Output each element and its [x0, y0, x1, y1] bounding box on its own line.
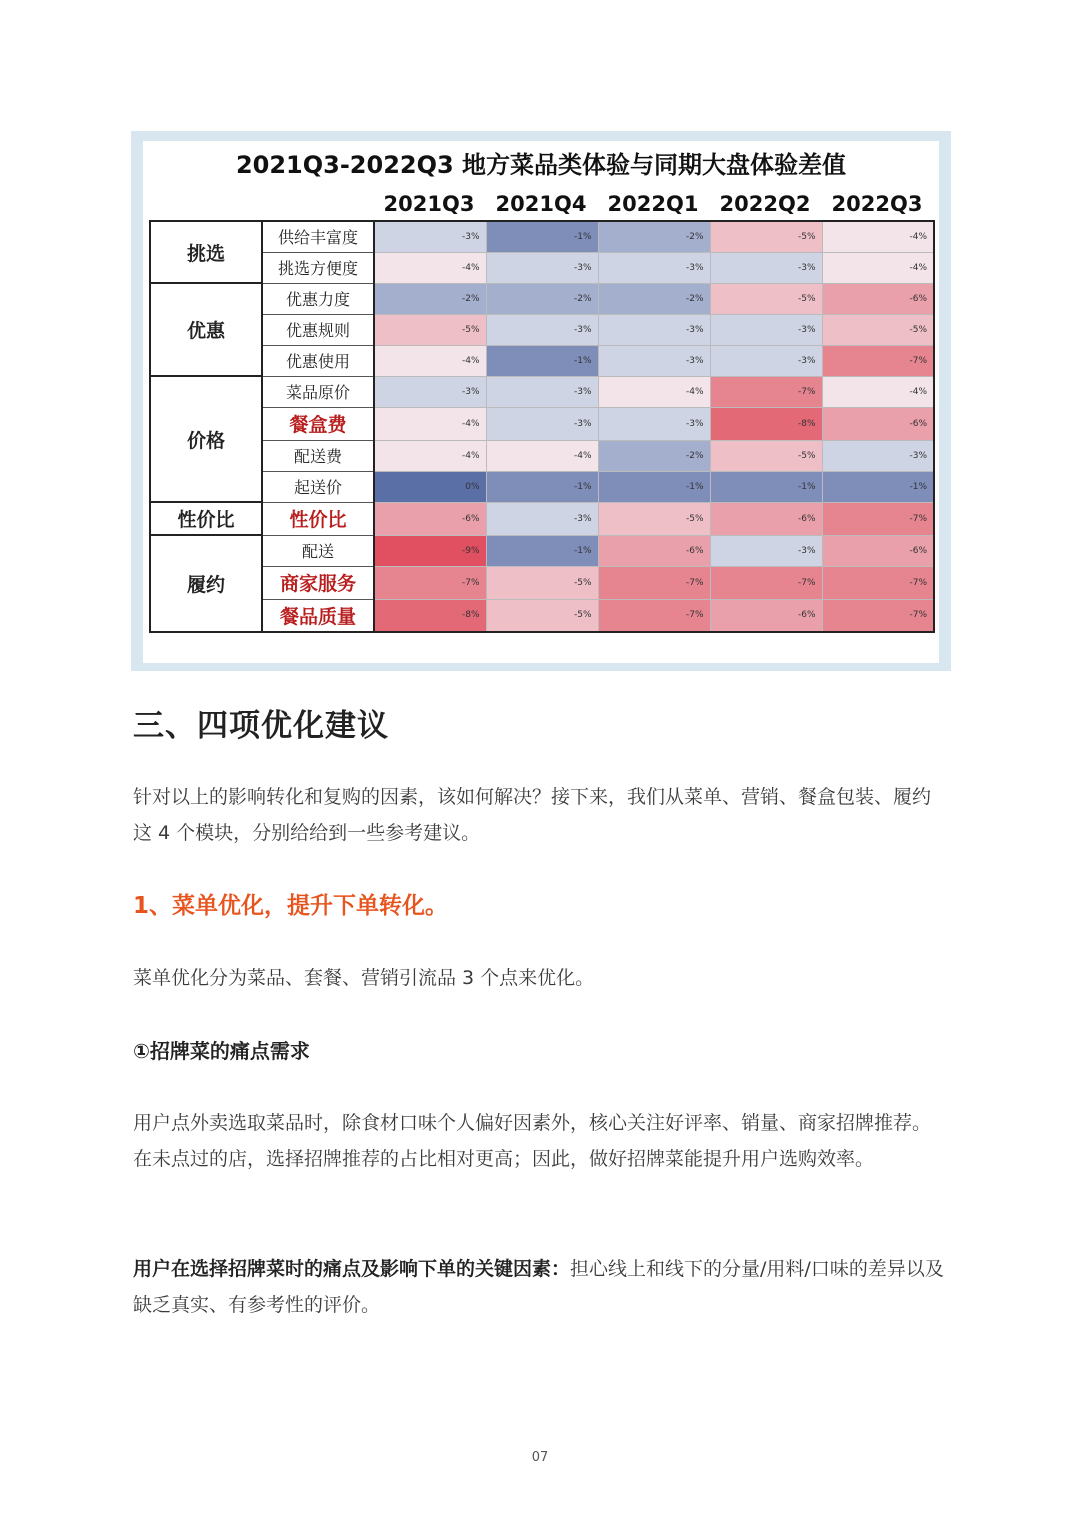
heat-cell: -5%: [486, 599, 598, 632]
heat-cell: -8%: [374, 599, 486, 632]
group-label: 性价比: [150, 502, 262, 535]
group-label: 挑选: [150, 221, 262, 283]
metric-label: 挑选方便度: [262, 252, 374, 283]
metric-label: 优惠力度: [262, 283, 374, 314]
heat-cell: -2%: [486, 283, 598, 314]
heat-cell: -4%: [822, 221, 934, 252]
heat-cell: -3%: [598, 345, 710, 376]
table-row: [150, 471, 934, 502]
heatmap-table: [149, 220, 935, 633]
heat-cell: -5%: [710, 283, 822, 314]
table-row: [150, 407, 934, 440]
pain-points-text: 担心线上和线下的分量/用料/口味的差异以及缺乏真实、有参考性的评价。: [133, 1258, 944, 1316]
table-row: [150, 345, 934, 376]
heat-cell: -1%: [486, 535, 598, 566]
group-label: 价格: [150, 376, 262, 502]
heat-cell: -6%: [822, 535, 934, 566]
subheading-signature-dish: ①招牌菜的痛点需求: [133, 1039, 310, 1063]
heat-cell: -3%: [710, 314, 822, 345]
metric-label-highlight: 餐盒费: [262, 407, 374, 440]
group-label: 优惠: [150, 283, 262, 376]
heat-cell: -6%: [598, 535, 710, 566]
table-row: [150, 221, 934, 252]
heat-cell: -6%: [822, 283, 934, 314]
heat-cell: -1%: [598, 471, 710, 502]
heat-cell: -2%: [598, 440, 710, 471]
heat-cell: -4%: [822, 252, 934, 283]
heat-cell: -5%: [598, 502, 710, 535]
heat-cell: -7%: [822, 599, 934, 632]
heat-cell: -4%: [374, 440, 486, 471]
col-header-1: 2021Q3: [383, 192, 475, 216]
heat-cell: -7%: [374, 566, 486, 599]
heat-cell: -7%: [598, 599, 710, 632]
heat-cell: -3%: [822, 440, 934, 471]
heat-cell: -7%: [822, 345, 934, 376]
heat-cell: -4%: [598, 376, 710, 407]
heat-cell: -4%: [374, 345, 486, 376]
heat-cell: -6%: [822, 407, 934, 440]
heat-cell: -4%: [374, 252, 486, 283]
heat-cell: -6%: [374, 502, 486, 535]
heat-cell: -8%: [710, 407, 822, 440]
table-row: [150, 566, 934, 599]
menu-optimization-text: 菜单优化分为菜品、套餐、营销引流品 3 个点来优化。: [133, 967, 595, 989]
heat-cell: -2%: [598, 221, 710, 252]
metric-label-highlight: 性价比: [262, 502, 374, 535]
heat-cell: -3%: [486, 376, 598, 407]
metric-label: 供给丰富度: [262, 221, 374, 252]
heat-cell: 0%: [374, 471, 486, 502]
heat-cell: -5%: [822, 314, 934, 345]
heat-cell: -7%: [710, 376, 822, 407]
heat-cell: -1%: [486, 471, 598, 502]
heat-cell: -5%: [710, 221, 822, 252]
table-row: [150, 535, 934, 566]
heat-cell: -2%: [374, 283, 486, 314]
heat-cell: -7%: [710, 566, 822, 599]
table-row: [150, 314, 934, 345]
metric-label: 配送费: [262, 440, 374, 471]
heat-cell: -1%: [710, 471, 822, 502]
col-header-5: 2022Q3: [831, 192, 923, 216]
chart-title: 2021Q3-2022Q3 地方菜品类体验与同期大盘体验差值: [235, 151, 847, 179]
heat-cell: -1%: [486, 345, 598, 376]
col-header-2: 2021Q4: [495, 192, 587, 216]
section-title: 三、四项优化建议: [133, 708, 389, 744]
metric-label-highlight: 餐品质量: [262, 599, 374, 632]
heat-cell: -3%: [486, 252, 598, 283]
heat-cell: -1%: [486, 221, 598, 252]
heat-cell: -4%: [486, 440, 598, 471]
heat-cell: -6%: [710, 599, 822, 632]
heat-cell: -7%: [822, 502, 934, 535]
heat-cell: -3%: [710, 252, 822, 283]
heat-cell: -3%: [598, 314, 710, 345]
heat-cell: -7%: [598, 566, 710, 599]
metric-label-highlight: 商家服务: [262, 566, 374, 599]
heat-cell: -2%: [598, 283, 710, 314]
table-row: [150, 283, 934, 314]
metric-label: 优惠规则: [262, 314, 374, 345]
heat-cell: -9%: [374, 535, 486, 566]
heat-cell: -3%: [598, 252, 710, 283]
heat-cell: -1%: [822, 471, 934, 502]
heat-cell: -5%: [374, 314, 486, 345]
metric-label: 配送: [262, 535, 374, 566]
table-row: [150, 599, 934, 632]
col-header-3: 2022Q1: [607, 192, 699, 216]
heat-cell: -4%: [374, 407, 486, 440]
heat-cell: -5%: [486, 566, 598, 599]
subheading-menu-optimization: 1、菜单优化，提升下单转化。: [133, 893, 449, 919]
heat-cell: -3%: [486, 502, 598, 535]
table-row: [150, 376, 934, 407]
heat-cell: -3%: [374, 221, 486, 252]
table-row: [150, 440, 934, 471]
metric-label: 优惠使用: [262, 345, 374, 376]
heat-cell: -3%: [710, 535, 822, 566]
table-row: [150, 252, 934, 283]
table-row: [150, 502, 934, 535]
heat-cell: -3%: [486, 314, 598, 345]
heat-cell: -7%: [822, 566, 934, 599]
heat-cell: -3%: [598, 407, 710, 440]
heat-cell: -3%: [486, 407, 598, 440]
intro-paragraph: 针对以上的影响转化和复购的因素，该如何解决？接下来，我们从菜单、营销、餐盒包装、履约这 4 个模块，分别给给到一些参考建议。: [133, 786, 932, 844]
col-header-4: 2022Q2: [719, 192, 811, 216]
heat-cell: -6%: [710, 502, 822, 535]
page-number: 07: [531, 1450, 549, 1465]
pain-points-paragraph: [133, 1251, 948, 1323]
heat-cell: -3%: [374, 376, 486, 407]
group-label: 履约: [150, 535, 262, 632]
signature-dish-paragraph: 用户点外卖选取菜品时，除食材口味个人偏好因素外，核心关注好评率、销量、商家招牌推荐。在未点过的店，选择招牌推荐的占比相对更高；因此，做好招牌菜能提升用户选购效率。: [133, 1112, 932, 1170]
heat-cell: -4%: [822, 376, 934, 407]
heat-cell: -5%: [710, 440, 822, 471]
heat-cell: -3%: [710, 345, 822, 376]
metric-label: 菜品原价: [262, 376, 374, 407]
metric-label: 起送价: [262, 471, 374, 502]
pain-points-lead: 用户在选择招牌菜时的痛点及影响下单的关键因素：: [133, 1258, 571, 1280]
